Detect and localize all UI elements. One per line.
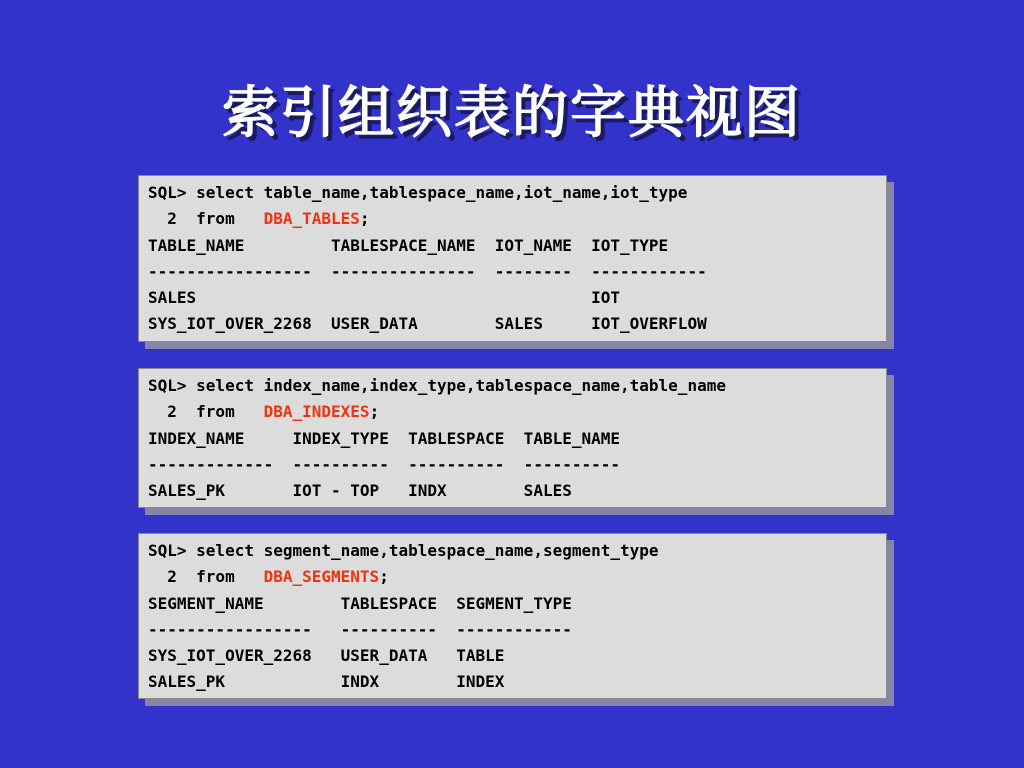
view-name-dba-tables: DBA_TABLES — [263, 209, 360, 229]
from-clause: 2 from — [148, 567, 264, 587]
result-header: INDEX_NAME INDEX_TYPE TABLESPACE TABLE_NAME — [148, 428, 621, 448]
dba-segments-query-box — [138, 533, 887, 699]
result-header: TABLE_NAME TABLESPACE_NAME IOT_NAME IOT_TYPE — [148, 235, 669, 255]
slide-title: 索引组织表的字典视图 — [222, 80, 802, 146]
result-separator: ----------------- --------------- -------- ------------ — [148, 261, 707, 281]
from-clause: 2 from — [148, 402, 264, 422]
query-select-line: SQL> select index_name,index_type,tablespace_name,table_name — [148, 376, 726, 395]
query-select-line: SQL> select segment_name,tablespace_name,segment_type — [148, 541, 659, 560]
statement-terminator: ; — [379, 567, 389, 587]
dba-tables-query-box — [138, 175, 887, 342]
result-row: SYS_IOT_OVER_2268 USER_DATA SALES IOT_OVERFLOW — [148, 314, 707, 334]
query-from-line — [148, 564, 886, 590]
statement-terminator: ; — [369, 402, 380, 422]
result-header: SEGMENT_NAME TABLESPACE SEGMENT_TYPE — [148, 593, 572, 613]
result-separator: ------------- ---------- ---------- ---------- — [148, 454, 621, 474]
result-row: SALES IOT — [148, 288, 621, 308]
view-name-dba-indexes: DBA_INDEXES — [263, 402, 370, 422]
result-separator: ----------------- ---------- ------------ — [148, 619, 572, 639]
from-clause: 2 from — [148, 209, 264, 229]
query-from-line — [148, 206, 886, 232]
dba-indexes-query-box — [138, 368, 887, 508]
statement-terminator: ; — [359, 209, 370, 229]
result-row: SYS_IOT_OVER_2268 USER_DATA TABLE — [148, 646, 505, 666]
view-name-dba-segments: DBA_SEGMENTS — [263, 567, 380, 587]
result-row: SALES_PK IOT - TOP INDX SALES — [148, 481, 572, 501]
query-select-line: SQL> select table_name,tablespace_name,iot_name,iot_type — [148, 183, 688, 202]
query-from-line — [148, 399, 886, 425]
result-row: SALES_PK INDX INDEX — [148, 672, 505, 692]
